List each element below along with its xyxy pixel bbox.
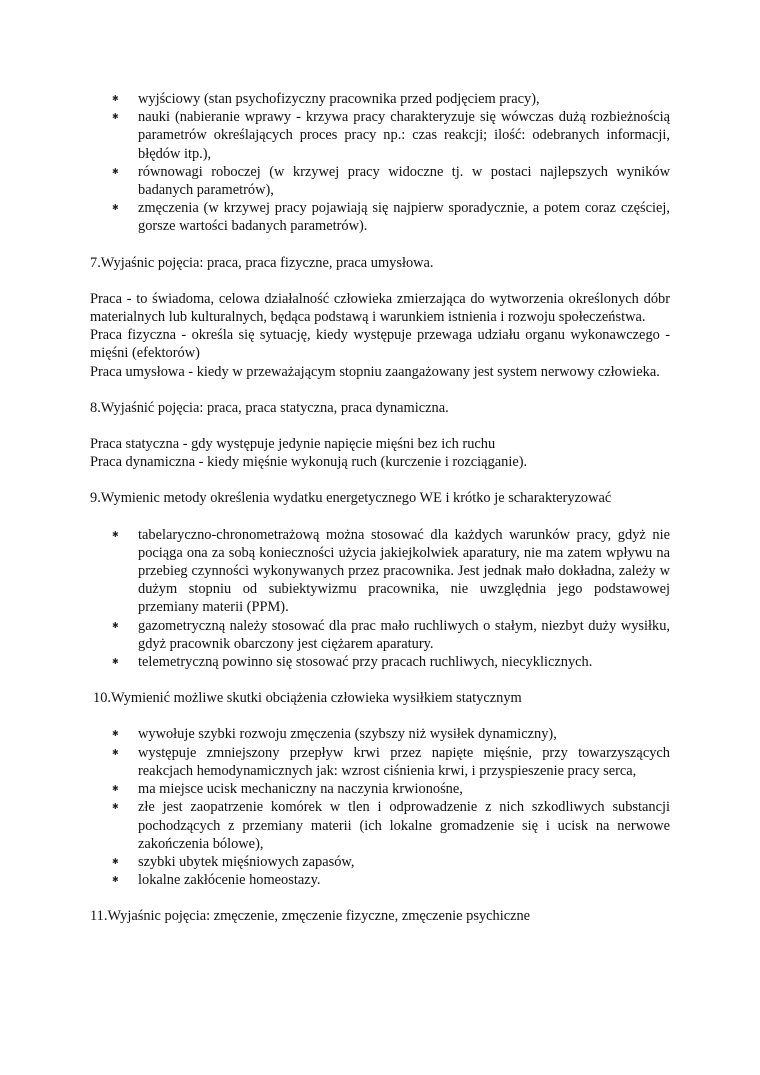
paragraph: Praca umysłowa - kiedy w przeważającym stopniu zaangażowany jest system nerwowy człowieka. xyxy=(90,363,660,380)
list-item: ✱ lokalne zakłócenie homeostazy. xyxy=(112,871,670,889)
paragraph: Praca fizyczna - określa się sytuację, kiedy występuje przewaga udziału organu wykonawczego - mięśni (efektorów) xyxy=(90,327,670,362)
list-item: ✱ szybki ubytek mięśniowych zapasów, xyxy=(112,853,670,871)
paragraph: Praca dynamiczna - kiedy mięśnie wykonują ruch (kurczenie i rozciąganie). xyxy=(90,454,528,471)
list-item: ✱ tabelaryczno-chronometrażową można stosować dla każdych warunków pracy, gdyż nie pociąga ona za sobą konieczności użycia jakiejkolwiek aparatury, nie ma zatem wpływu na przebieg czynności wykonywanych przez pracownika. Jest jednak mało dokładna, zależy w dużym stopniu od subiektywizmu pracownika, nie uwzględnia jego podstawowej przemiany materii (PPM). xyxy=(112,526,670,617)
paragraph: Praca - to świadoma, celowa działalność człowieka zmierzająca do wytworzenia określonych dóbr materialnych lub kulturalnych, będąca podstawą i warunkiem istnienia i rozwoju społeczeństwa. xyxy=(90,290,670,326)
list-item: ✱ wyjściowy (stan psychofizyczny pracownika przed podjęciem pracy), xyxy=(112,90,670,108)
question-8-heading: 8.Wyjaśnić pojęcia: praca, praca statyczna, praca dynamiczna. xyxy=(90,399,449,416)
question-11-heading: 11.Wyjaśnic pojęcia: zmęczenie, zmęczenie fizyczne, zmęczenie psychiczne xyxy=(90,908,531,925)
question-7-heading: 7.Wyjaśnic pojęcia: praca, praca fizyczne, praca umysłowa. xyxy=(90,254,434,271)
bullet-list-static-effects xyxy=(90,725,670,889)
list-item: ✱ złe jest zaopatrzenie komórek w tlen i odprowadzenie z nich szkodliwych substancji pochodzących z przemiany materii (ich lokalne gromadzenie się i ucisk na nerwowe zakończenia bólowe), xyxy=(112,798,670,853)
list-item: ✱ ma miejsce ucisk mechaniczny na naczynia krwionośne, xyxy=(112,780,670,798)
list-item: ✱ gazometryczną należy stosować dla prac mało ruchliwych o stałym, niezbyt duży wysiłku, gdyż pracownik obarczony jest ciężarem aparatury. xyxy=(112,617,670,653)
document-content xyxy=(90,90,670,926)
paragraph: Praca statyczna - gdy występuje jedynie napięcie mięśni bez ich ruchu xyxy=(90,436,496,453)
list-item: ✱ telemetryczną powinno się stosować przy pracach ruchliwych, niecyklicznych. xyxy=(112,653,670,671)
list-item: ✱ nauki (nabieranie wprawy - krzywa pracy charakteryzuje się wówczas dużą rozbieżnością parametrów określających proces pracy np.: czas reakcji; ilość: odebranych informacji, błędów itp.), xyxy=(112,108,670,163)
list-item: ✱ występuje zmniejszony przepływ krwi przez napięte mięśnie, przy towarzyszących reakcjach hemodynamicznych jak: wzrost ciśnienia krwi, i przyspieszenie pracy serca, xyxy=(112,744,670,780)
bullet-list-energy-methods xyxy=(90,526,670,672)
bullet-list-work-curve xyxy=(90,90,670,236)
list-item: ✱ wywołuje szybki rozwoju zmęczenia (szybszy niż wysiłek dynamiczny), xyxy=(112,725,670,743)
question-9-heading: 9.Wymienic metody określenia wydatku energetycznego WE i krótko je scharakteryzować xyxy=(90,490,612,507)
question-10-heading: 10.Wymienić możliwe skutki obciążenia człowieka wysiłkiem statycznym xyxy=(93,690,522,707)
list-item: ✱ zmęczenia (w krzywej pracy pojawiają się najpierw sporadycznie, a potem coraz częściej, gorsze wartości badanych parametrów). xyxy=(112,199,670,235)
list-item: ✱ równowagi roboczej (w krzywej pracy widoczne tj. w postaci najlepszych wyników badanych parametrów), xyxy=(112,163,670,199)
